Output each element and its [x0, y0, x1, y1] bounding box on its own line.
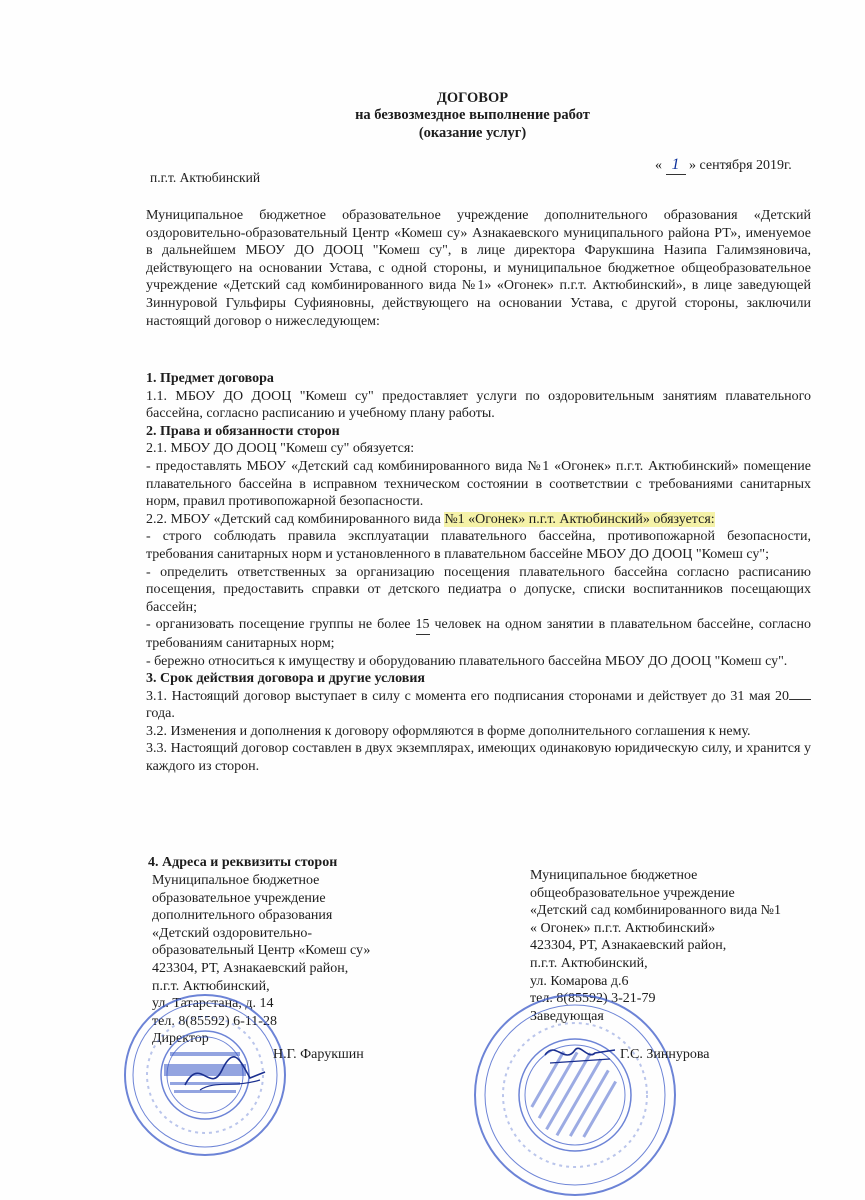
clause-2-2-a: - строго соблюдать правила эксплуатации плавательного бассейна, противопожарной безопасности, требования санитарных норм и установленного в плавательном бассейне МБОУ ДО ДООЦ "Комеш су";	[146, 529, 811, 562]
party-1-line: «Детский оздоровительно-	[152, 925, 313, 941]
party-1-line: Муниципальное бюджетное	[152, 873, 320, 888]
party-2-position: Заведующая	[530, 1008, 604, 1024]
clause-2-2-d: - бережно относиться к имуществу и оборудованию плавательного бассейна МБОУ ДО ДООЦ "Комеш су".	[146, 653, 788, 669]
date-open-quote: «	[655, 158, 662, 173]
party-2-line: тел. 8(85592) 3-21-79	[530, 991, 656, 1007]
clause-2-2-c-pre: - организовать посещение группы не более	[146, 617, 416, 633]
head-signature	[540, 1035, 620, 1075]
party-2-line: 423304, РТ, Азнакаевский район,	[530, 938, 727, 954]
party-2-line: общеобразовательное учреждение	[530, 885, 735, 901]
date-day: 1	[666, 156, 686, 175]
clause-2-2-b: - определить ответственных за организацию посещения плавательного бассейна согласно расписанию посещения, предоставить справки от детского педиатра о допуске, списки воспитанников посещающих бассейн;	[146, 564, 811, 615]
date-rest: » сентября 2019г.	[689, 158, 792, 173]
section-3-heading: 3. Срок действия договора и другие условия	[146, 671, 425, 687]
director-signature	[180, 1050, 270, 1100]
contract-place: п.г.т. Актюбинский	[150, 170, 261, 185]
group-limit-value: 15	[416, 616, 430, 635]
clause-2-2-text: 2.2. МБОУ «Детский сад комбинированного вида	[146, 511, 445, 527]
document-subtitle: на безвозмездное выполнение работ	[355, 107, 590, 123]
party-2-line: « Огонек» п.г.т. Актюбинский»	[530, 920, 716, 936]
document-title: ДОГОВОР	[436, 90, 509, 106]
organization-stamp-right	[465, 990, 685, 1200]
party-1-position: Директор	[152, 1031, 209, 1047]
clause-2-2	[146, 511, 811, 529]
party-2-line: Муниципальное бюджетное	[530, 868, 698, 883]
document-subtitle-2: (оказание услуг)	[418, 125, 527, 141]
party-1-line: 423304, РТ, Азнакаевский район,	[152, 960, 349, 976]
contract-date	[655, 156, 792, 175]
party-1-line: п.г.т. Актюбинский,	[152, 978, 270, 994]
clause-3-2: 3.2. Изменения и дополнения к договору оформляются в форме дополнительного соглашения к нему.	[146, 723, 751, 739]
clause-2-2-c	[146, 616, 811, 652]
party-2-line: п.г.т. Актюбинский,	[530, 955, 648, 971]
party-1-signatory: Н.Г. Фарукшин	[273, 1047, 364, 1062]
clause-3-3: 3.3. Настоящий договор составлен в двух экземплярах, имеющих одинаковую юридическую силу, и хранится у каждого из сторон.	[146, 741, 811, 775]
section-4-heading: 4. Адреса и реквизиты сторон	[148, 855, 338, 870]
contract-sections	[146, 370, 811, 776]
party-2-signatory: Г.С. Зиннурова	[620, 1047, 710, 1062]
clause-3-1-post: года.	[146, 706, 175, 722]
clause-2-1: 2.1. МБОУ ДО ДООЦ "Комеш су" обязуется:	[146, 441, 415, 457]
party-2-line: ул. Комарова д.6	[530, 973, 629, 989]
party-1-line: ул. Татарстана, д. 14	[152, 996, 274, 1012]
highlighted-text: №1 «Огонек» п.г.т. Актюбинский» обязуется:	[444, 511, 715, 527]
section-2-heading: 2. Права и обязанности сторон	[146, 423, 340, 439]
clause-3-1	[146, 688, 811, 723]
party-1-line: образовательное учреждение	[152, 890, 326, 906]
section-1-heading: 1. Предмет договора	[146, 371, 274, 386]
intro-paragraph: Муниципальное бюджетное образовательное учреждение дополнительного образования «Детский оздоровительно-образовательный Центр «Комеш су» Азнакаевского муниципального района РТ», именуемое в дальнейшем МБОУ ДО ДООЦ "Комеш су", в лице директора Фарукшина Назипа Галимзяновича, действующего на основании Устава, с одной стороны, и муниципальное бюджетное общеобразовательное учреждение «Детский сад комбинированного вида №1» «Огонек» п.г.т. Актюбинский», в лице заведующей Зиннуровой Гульфиры Суфияновны, действующего на основании Устава, с другой стороны, заключили настоящий договор о нижеследующем:	[146, 208, 811, 329]
clause-1-1: 1.1. МБОУ ДО ДООЦ "Комеш су" предоставляет услуги по оздоровительным занятиям плавательного бассейна, согласно расписанию и учебному плану работы.	[146, 388, 811, 422]
party-1-line: образовательный Центр «Комеш су»	[152, 943, 371, 959]
year-blank	[789, 699, 811, 700]
party-2-line: «Детский сад комбинированного вида №1	[530, 903, 782, 919]
clause-2-2-c-post: человек на одном занятии в плавательном бассейне, согласно требованиям санитарных норм;	[146, 617, 811, 651]
clause-3-1-pre: 3.1. Настоящий договор выступает в силу с момента его подписания сторонами и действует до 31 мая 20	[146, 688, 789, 704]
party-1-line: дополнительного образования	[152, 908, 333, 924]
clause-2-1-a: - предоставлять МБОУ «Детский сад комбинированного вида №1 «Огонек» п.г.т. Актюбинский» помещение плавательного бассейна в исправном техническом состоянии в соответствии с требованиями санитарных норм, правил противопожарной безопасности.	[146, 458, 811, 510]
party-1-line: тел. 8(85592) 6-11-28	[152, 1013, 277, 1029]
